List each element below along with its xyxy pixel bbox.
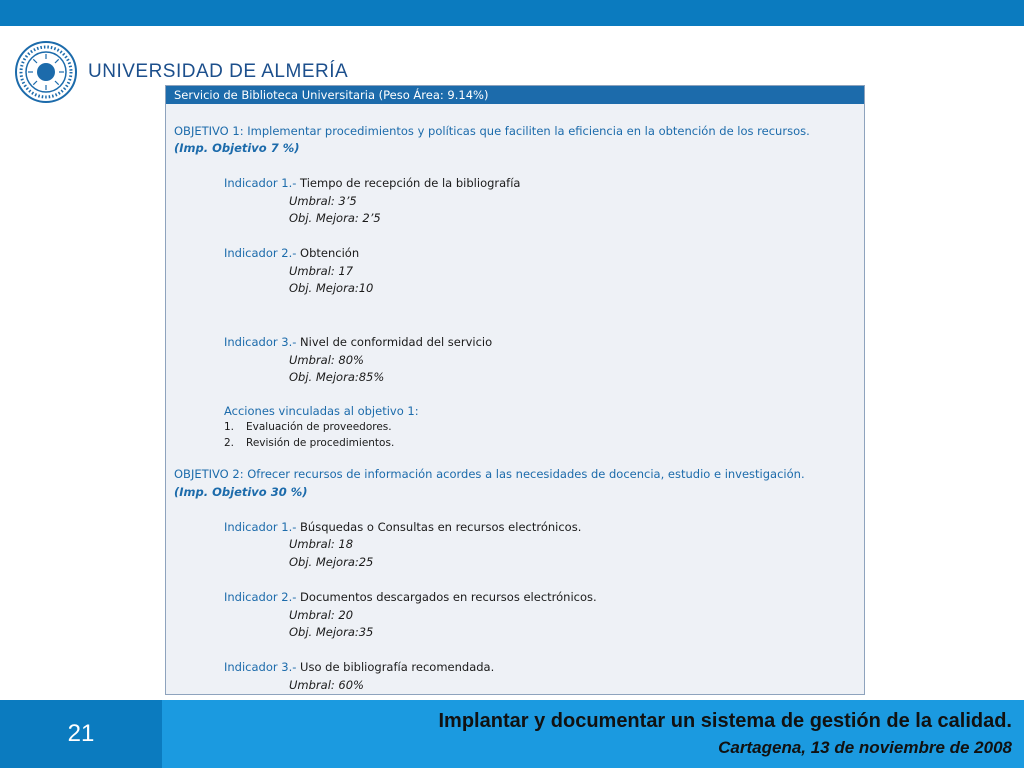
obj2-indicator-3 [224, 660, 494, 674]
footer-title: Implantar y documentar un sistema de gestión de la calidad. [438, 710, 1012, 732]
objetivo-1-label: OBJETIVO 1: [174, 124, 244, 138]
actions-title: Acciones vinculadas al objetivo 1: [224, 404, 419, 418]
action-text: Evaluación de proveedores. [246, 421, 392, 433]
objetivo-2-label: OBJETIVO 2: [174, 467, 244, 481]
indicator-name: Documentos descargados en recursos electrónicos. [300, 590, 597, 604]
document-image [165, 85, 865, 695]
obj1-ind3-umbral: Umbral: 80% [289, 353, 364, 367]
page-number: 21 [0, 700, 162, 768]
indicator-name: Búsquedas o Consultas en recursos electrónicos. [300, 520, 582, 534]
indicator-label: Indicador 1.- [224, 176, 297, 190]
obj1-indicator-1 [224, 176, 520, 190]
indicator-label: Indicador 2.- [224, 590, 297, 604]
obj2-ind1-mejora: Obj. Mejora:25 [289, 555, 374, 569]
obj1-ind1-mejora: Obj. Mejora: 2’5 [289, 211, 381, 225]
indicator-name: Nivel de conformidad del servicio [300, 335, 493, 349]
university-seal-icon [14, 40, 78, 104]
indicator-name: Tiempo de recepción de la bibliografía [300, 176, 521, 190]
indicator-label: Indicador 3.- [224, 335, 297, 349]
obj2-indicator-1 [224, 520, 581, 534]
objetivo-2-text: Ofrecer recursos de información acordes a las necesidades de docencia, estudio e investigación. [247, 467, 805, 481]
objetivo-1-importance: (Imp. Objetivo 7 %) [174, 141, 300, 155]
obj1-ind1-umbral: Umbral: 3’5 [289, 194, 357, 208]
indicator-label: Indicador 2.- [224, 246, 297, 260]
obj1-ind2-mejora: Obj. Mejora:10 [289, 281, 374, 295]
indicator-label: Indicador 3.- [224, 660, 297, 674]
action-text: Revisión de procedimientos. [246, 437, 395, 449]
objetivo-1-title [174, 124, 810, 138]
indicator-name: Obtención [300, 246, 360, 260]
action-item-1 [224, 421, 392, 433]
obj1-indicator-3 [224, 335, 492, 349]
obj1-ind2-umbral: Umbral: 17 [289, 264, 354, 278]
action-item-2 [224, 437, 394, 449]
indicator-name: Uso de bibliografía recomendada. [300, 660, 495, 674]
document-header: Servicio de Biblioteca Universitaria (Peso Área: 9.14%) [166, 86, 864, 104]
obj2-ind2-umbral: Umbral: 20 [289, 608, 354, 622]
university-name: UNIVERSIDAD DE ALMERÍA [88, 61, 349, 82]
top-bar [0, 0, 1024, 26]
obj2-ind2-mejora: Obj. Mejora:35 [289, 625, 374, 639]
objetivo-1-text: Implementar procedimientos y políticas que faciliten la eficiencia en la obtención de los recursos. [247, 124, 810, 138]
obj2-ind3-umbral: Umbral: 60% [289, 678, 364, 692]
action-number: 2. [224, 437, 235, 449]
obj2-ind1-umbral: Umbral: 18 [289, 537, 354, 551]
action-number: 1. [224, 421, 235, 433]
obj1-ind3-mejora: Obj. Mejora:85% [289, 370, 385, 384]
objetivo-2-title [174, 467, 805, 481]
indicator-label: Indicador 1.- [224, 520, 297, 534]
obj1-indicator-2 [224, 246, 359, 260]
obj2-indicator-2 [224, 590, 597, 604]
objetivo-2-importance: (Imp. Objetivo 30 %) [174, 485, 308, 499]
footer-subtitle: Cartagena, 13 de noviembre de 2008 [718, 738, 1012, 757]
